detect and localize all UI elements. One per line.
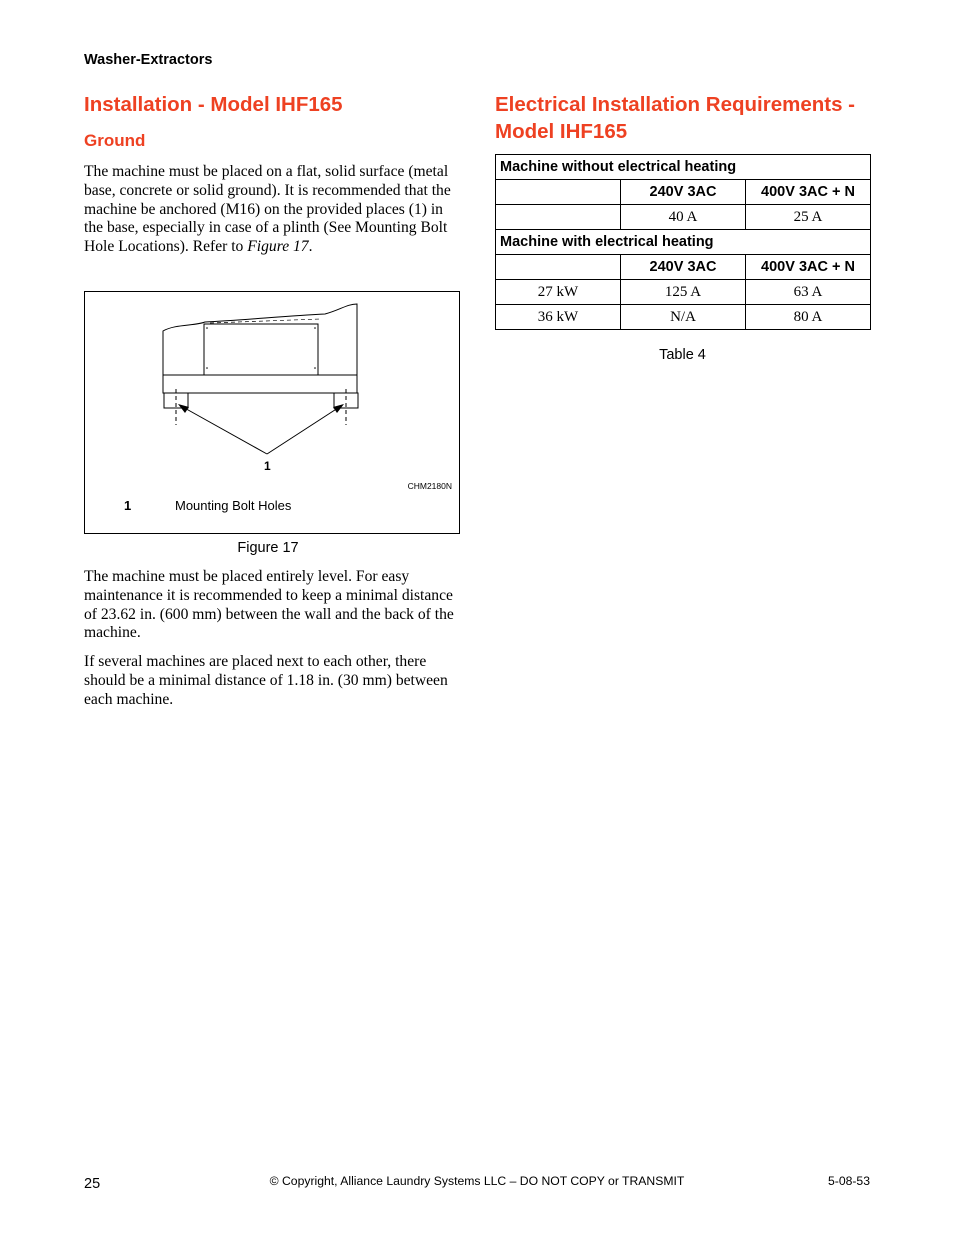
figure-17 — [84, 291, 460, 534]
legend-text: Mounting Bolt Holes — [175, 498, 292, 513]
section-title-with-heating: Machine with electrical heating — [496, 230, 871, 255]
section-title-installation: Installation - Model IHF165 — [84, 93, 343, 116]
column-header: 400V 3AC + N — [746, 180, 871, 205]
table-header-row — [496, 180, 871, 205]
table-section-row — [496, 230, 871, 255]
leader-line-right — [267, 406, 341, 454]
column-header: 240V 3AC — [621, 255, 746, 280]
legend-number: 1 — [124, 498, 132, 513]
table-cell: 125 A — [621, 280, 746, 305]
panel-rivet — [206, 327, 208, 329]
section-title-electrical: Electrical Installation Requirements - Model IHF165 — [495, 93, 855, 143]
table-row — [496, 280, 871, 305]
table-cell: 80 A — [746, 305, 871, 330]
figure-code: CHM2180N — [407, 481, 452, 491]
ground-paragraph — [84, 163, 462, 257]
subsection-title-ground: Ground — [84, 131, 146, 150]
panel-rivet — [314, 367, 316, 369]
panel-rivet — [206, 367, 208, 369]
figure-caption: Figure 17 — [237, 540, 299, 556]
ground-paragraph-end: . — [308, 238, 313, 256]
electrical-requirements-table — [495, 154, 871, 330]
figure-callout-number: 1 — [264, 459, 271, 473]
table-cell: 27 kW — [496, 280, 621, 305]
table-cell: 36 kW — [496, 305, 621, 330]
running-header: Washer-Extractors — [84, 52, 213, 68]
table-cell: N/A — [621, 305, 746, 330]
column-header — [496, 180, 621, 205]
table-cell — [496, 205, 621, 230]
document-number: 5-08-53 — [827, 1174, 870, 1188]
leader-line-left — [181, 406, 267, 454]
table-caption: Table 4 — [659, 347, 706, 363]
table-row — [496, 305, 871, 330]
machine-base-diagram — [85, 292, 459, 533]
table-cell: 63 A — [746, 280, 871, 305]
table-section-row — [496, 155, 871, 180]
spacing-paragraph: If several machines are placed next to each other, there should be a minimal distance of 1.18 in. (30 mm) between each machine. — [84, 653, 448, 708]
column-header: 240V 3AC — [621, 180, 746, 205]
table-cell: 25 A — [746, 205, 871, 230]
machine-body-outline — [163, 304, 357, 375]
page-number: 25 — [84, 1176, 101, 1192]
figure-reference-link[interactable]: Figure 17 — [247, 238, 309, 256]
table-header-row — [496, 255, 871, 280]
column-header — [496, 255, 621, 280]
machine-base-frame — [163, 375, 357, 393]
level-paragraph: The machine must be placed entirely level. For easy maintenance it is recommended to keep a minimal distance of 23.62 in. (600 mm) between the wall and the back of the machine. — [84, 568, 454, 642]
panel-rivet — [314, 327, 316, 329]
copyright-notice: © Copyright, Alliance Laundry Systems LLC – DO NOT COPY or TRANSMIT — [269, 1174, 685, 1188]
ground-paragraph-text: The machine must be placed on a flat, solid surface (metal base, concrete or solid ground). It is recommended that the machine be anchored (M16) on the provided places (1) in the base, especially in case of a plinth (See Mounting Bolt Hole Locations). Refer to — [84, 163, 451, 256]
section-title-no-heating: Machine without electrical heating — [496, 155, 871, 180]
column-header: 400V 3AC + N — [746, 255, 871, 280]
table-cell: 40 A — [621, 205, 746, 230]
table-row — [496, 205, 871, 230]
